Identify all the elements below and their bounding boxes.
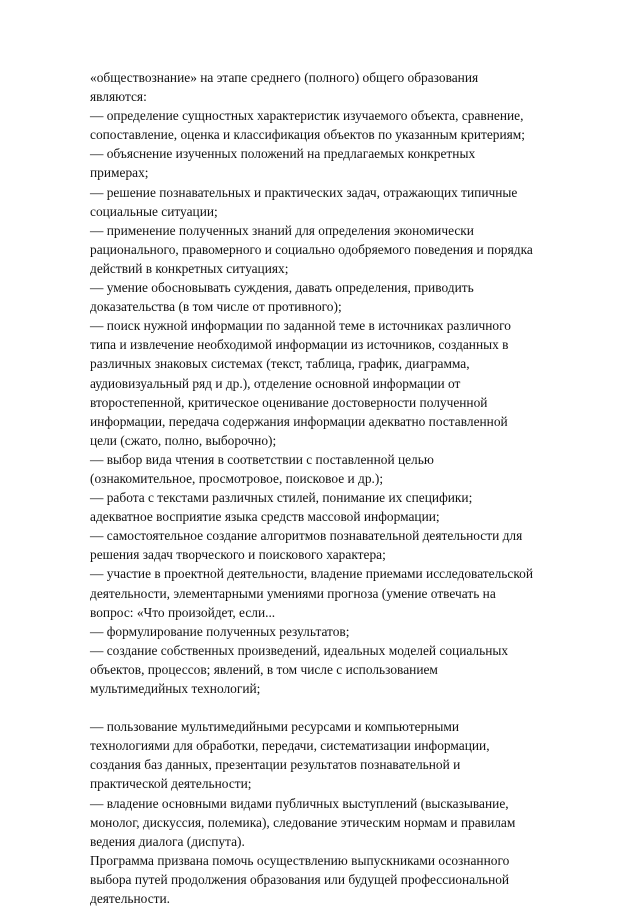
text-line: монолог, дискуссия, полемика), следование этическим нормам и правилам [90,814,516,830]
text-line: деятельности. [90,891,171,907]
text-line: социальные ситуации; [90,203,218,219]
text-line: — владение основными видами публичных выступлений (высказывание, [90,795,509,811]
text-line: создания баз данных, презентации результатов познавательной и [90,757,461,773]
text-line: — формулирование полученных результатов; [90,623,350,639]
text-line: являются: [90,89,147,105]
text-line: примерах; [90,165,149,181]
text-line: — поиск нужной информации по заданной теме в источниках различного [90,318,511,334]
text-line: решения задач творческого и поискового характера; [90,547,386,563]
text-line: «обществознание» на этапе среднего (полного) общего образования [90,70,479,85]
text-line: рационального, правомерного и социально одобряемого поведения и порядка [90,241,533,257]
text-line: объектов, процессов; явлений, в том числе с использованием [90,661,438,677]
text-line: аудиовизуальный ряд и др.), отделение основной информации от [90,375,461,391]
text-line: деятельности, элементарными умениями прогноза (умение отвечать на [90,585,496,601]
text-line: Программа призвана помочь осуществлению выпускниками осознанного [90,852,510,868]
document-body [90,68,610,908]
text-line: ведения диалога (диспута). [90,833,245,849]
text-line: — определение сущностных характеристик изучаемого объекта, сравнение, [90,108,524,124]
text-line: — применение полученных знаний для определения экономически [90,222,474,238]
text-line: вопрос: «Что произойдет, если... [90,604,276,620]
text-line: — выбор вида чтения в соответствии с поставленной целью [90,451,434,467]
text-line: — умение обосновывать суждения, давать определения, приводить [90,280,474,296]
text-line: второстепенной, критическое оценивание достоверности полученной [90,394,488,410]
text-line: доказательства (в том числе от противного); [90,299,342,315]
text-line: — пользование мультимедийными ресурсами и компьютерными [90,719,460,735]
text-line: — объяснение изученных положений на предлагаемых конкретных [90,146,476,162]
text-line: — самостоятельное создание алгоритмов познавательной деятельности для [90,528,523,544]
text-line: мультимедийных технологий; [90,681,261,696]
text-line: адекватное восприятие языка средств массовой информации; [90,509,440,525]
text-line: — участие в проектной деятельности, владение приемами исследовательской [90,566,534,582]
text-line: — решение познавательных и практических задач, отражающих типичные [90,184,518,200]
text-line: — работа с текстами различных стилей, понимание их специфики; [90,490,473,506]
text-line: — создание собственных произведений, идеальных моделей социальных [90,642,509,658]
text-line: различных знаковых системах (текст, таблица, график, диаграмма, [90,356,470,372]
text-line: сопоставление, оценка и классификация объектов по указанным критериям; [90,127,525,143]
text-line: информации, передача содержания информации адекватно поставленной [90,413,508,429]
text-line: цели (сжато, полно, выборочно); [90,432,277,448]
text-line: типа и извлечение необходимой информации из источников, созданных в [90,337,509,353]
blank-line [90,698,610,717]
text-line: практической деятельности; [90,776,252,792]
text-line: технологиями для обработки, передачи, систематизации информации, [90,738,490,754]
text-line: выбора путей продолжения образования или будущей профессиональной [90,871,510,887]
text-line: (ознакомительное, просмотровое, поисковое и др.); [90,470,384,486]
text-line: действий в конкретных ситуациях; [90,260,289,276]
